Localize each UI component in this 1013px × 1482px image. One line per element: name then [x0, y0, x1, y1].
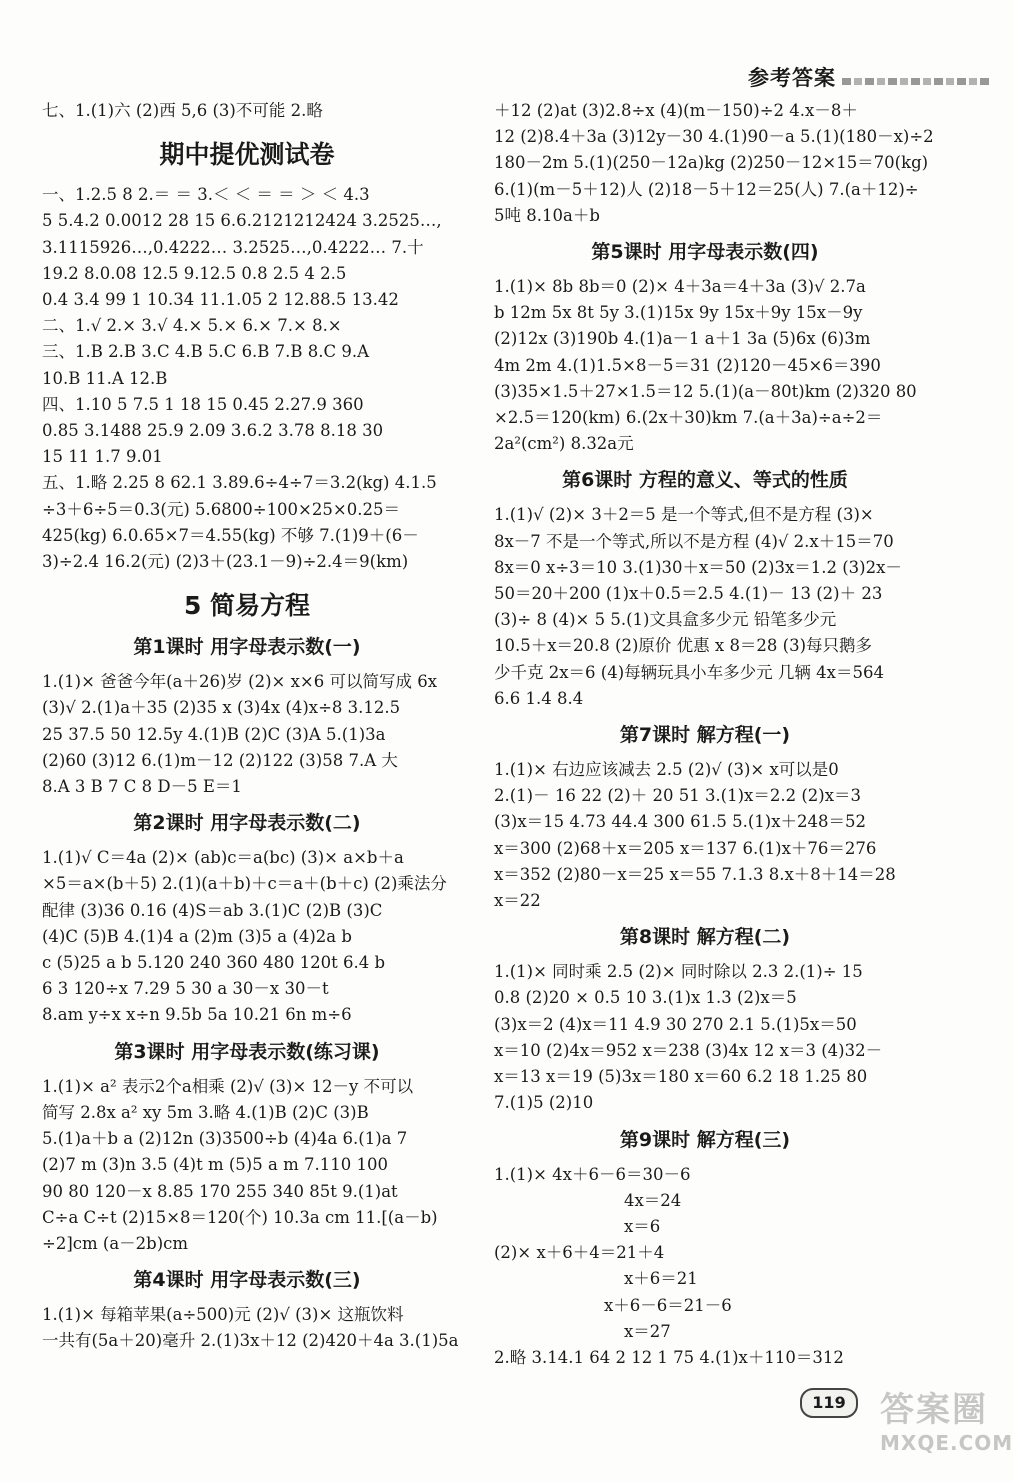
lesson-heading: 第4课时 用字母表示数(三) — [133, 1269, 361, 1292]
lesson-heading: 第9课时 解方程(三) — [619, 1128, 791, 1151]
chapter-title: 5 简易方程 — [183, 591, 311, 621]
answer-line: (3)35×1.5＋27×1.5＝12 5.(1)(a－80t)km (2)320 80 — [494, 381, 917, 401]
answer-line: (2)× x＋6＋4＝21＋4 — [494, 1243, 665, 1263]
answer-line: (2)7 m (3)n 3.5 (4)t m (5)5 a m 7.110 100 — [42, 1155, 388, 1175]
answer-line: (4)C (5)B 4.(1)4 a (2)m (3)5 a (4)2a b — [42, 926, 352, 946]
lesson-heading: 第1课时 用字母表示数(一) — [133, 636, 361, 659]
answer-line: 180－2m 5.(1)(250－12a)kg (2)250－12×15＝70(kg) — [494, 153, 929, 173]
watermark-url: MXQE.COM — [880, 1431, 1013, 1455]
answer-line: x＋6－6＝21－6 — [604, 1295, 732, 1315]
answer-line: 4m 2m 4.(1)1.5×8－5＝31 (2)120－45×6＝390 — [494, 355, 881, 375]
answer-line: 4x＝24 — [624, 1190, 682, 1210]
answer-line: ×5＝a×(b＋5) 2.(1)(a＋b)＋c＝a＋(b＋c) (2)乘法分 — [42, 874, 447, 894]
answer-line: 6 3 120÷x 7.29 5 30 a 30－x 30－t — [42, 979, 329, 999]
answer-line: 3.1115926…,0.4222… 3.2525…,0.4222… 7.十 — [42, 237, 424, 257]
answer-line: 1.(1)√ C＝4a (2)× (ab)c＝a(bc) (3)× a×b＋a — [42, 848, 404, 868]
answer-line: c (5)25 a b 5.120 240 360 480 120t 6.4 b — [42, 953, 386, 973]
answer-line: x＝352 (2)80－x＝25 x＝55 7.1.3 8.x＋8＋14＝28 — [494, 864, 896, 884]
lesson-heading: 第5课时 用字母表示数(四) — [591, 241, 819, 264]
answer-line: 25 37.5 50 12.5y 4.(1)B (2)C (3)A 5.(1)3a — [42, 724, 386, 744]
answer-line: 12 (2)8.4＋3a (3)12y－30 4.(1)90－a 5.(1)(180－x)÷2 — [494, 127, 934, 147]
answer-line: 8.am y÷x x÷n 9.5b 5a 10.21 6n m÷6 — [42, 1005, 352, 1025]
answer-line: C÷a C÷t (2)15×8＝120(个) 10.3a cm 11.[(a－b) — [42, 1207, 438, 1227]
answer-line: 七、1.(1)六 (2)西 5,6 (3)不可能 2.略 — [42, 101, 323, 120]
answer-line: 1.(1)× a² 表示2个a相乘 (2)√ (3)× 12－y 不可以 — [42, 1076, 414, 1096]
answer-line: 四、1.10 5 7.5 1 18 15 0.45 2.27.9 360 — [42, 394, 364, 414]
answer-line: x＝22 — [494, 891, 541, 911]
page-number-badge: 119 — [800, 1388, 858, 1418]
answer-line: 6.6 1.4 8.4 — [494, 688, 584, 708]
answer-line: 1.(1)√ (2)× 3＋2＝5 是一个等式,但不是方程 (3)× — [494, 505, 874, 525]
answer-line: 8.A 3 B 7 C 8 D－5 E＝1 — [42, 777, 242, 797]
answer-line: 1.(1)× 4x＋6－6＝30－6 — [494, 1164, 691, 1184]
answer-line: 5.(1)a＋b a (2)12n (3)3500÷b (4)4a 6.(1)a 7 — [42, 1129, 408, 1149]
right-column — [494, 98, 934, 1402]
answer-line: 15 11 1.7 9.01 — [42, 447, 163, 467]
answer-line: 1.(1)× 右边应该减去 2.5 (2)√ (3)× x可以是0 — [494, 760, 839, 780]
header-decorative-rule — [842, 78, 992, 85]
answer-line: x＝10 (2)4x＝952 x＝238 (3)4x 12 x＝3 (4)32－ — [494, 1040, 883, 1060]
answer-line: 3)÷2.4 16.2(元) (2)3＋(23.1－9)÷2.4＝9(km) — [42, 552, 409, 572]
watermark-text: 答案圈 — [880, 1390, 988, 1430]
lesson-heading: 第2课时 用字母表示数(二) — [133, 812, 361, 835]
answer-line: 二、1.√ 2.× 3.√ 4.× 5.× 6.× 7.× 8.× — [42, 316, 342, 336]
watermark-logo — [880, 1390, 1013, 1468]
answer-line: 配律 (3)36 0.16 (4)S＝ab 3.(1)C (2)B (3)C — [42, 900, 383, 920]
answer-line: 5 5.4.2 0.0012 28 15 6.6.2121212424 3.2525…, — [42, 211, 442, 231]
answer-line: x＝6 — [624, 1216, 661, 1236]
left-column — [42, 98, 459, 1402]
answer-line: 1.(1)× 同时乘 2.5 (2)× 同时除以 2.3 2.(1)÷ 15 — [494, 962, 863, 982]
answer-line: 5吨 8.10a＋b — [494, 205, 600, 225]
answer-line: 2a²(cm²) 8.32a元 — [494, 434, 634, 454]
answer-line: 8x＝0 x÷3＝10 3.(1)30＋x＝50 (2)3x＝1.2 (3)2x－ — [494, 557, 902, 577]
answer-line: (2)60 (3)12 6.(1)m－12 (2)122 (3)58 7.A 大 — [42, 750, 398, 770]
answer-line: ÷3＋6÷5＝0.3(元) 5.6800÷100×25×0.25＝ — [42, 499, 400, 519]
answer-line: b 12m 5x 8t 5y 3.(1)15x 9y 15x＋9y 15x－9y — [494, 303, 863, 323]
answer-line: 0.85 3.1488 25.9 2.09 3.6.2 3.78 8.18 30 — [42, 421, 384, 441]
answer-line: (2)12x (3)190b 4.(1)a－1 a＋1 3a (5)6x (6)3m — [494, 329, 871, 349]
answer-line: ÷2]cm (a－2b)cm — [42, 1233, 189, 1253]
lesson-heading: 第3课时 用字母表示数(练习课) — [114, 1040, 380, 1063]
answer-line: 10.5＋x＝20.8 (2)原价 优惠 x 8＝28 (3)每只鹅多 — [494, 636, 873, 656]
answer-line: 一、1.2.5 8 2.＝ ＝ 3.＜ ＜ ＝ ＝ ＞ ＜ 4.3 — [42, 185, 370, 205]
answer-line: 三、1.B 2.B 3.C 4.B 5.C 6.B 7.B 8.C 9.A — [42, 342, 370, 362]
answer-line: 425(kg) 6.0.65×7＝4.55(kg) 不够 7.(1)9＋(6－ — [42, 525, 419, 545]
lesson-heading: 第7课时 解方程(一) — [619, 724, 791, 747]
answer-line: x＝13 x＝19 (5)3x＝180 x＝60 6.2 18 1.25 80 — [494, 1067, 868, 1087]
answer-line: 1.(1)× 每箱苹果(a÷500)元 (2)√ (3)× 这瓶饮料 — [42, 1305, 404, 1325]
answer-line: 0.8 (2)20 × 0.5 10 3.(1)x 1.3 (2)x＝5 — [494, 988, 797, 1008]
section-header-label: 参考答案 — [748, 66, 836, 90]
answer-line: 1.(1)× 8b 8b＝0 (2)× 4＋3a＝4＋3a (3)√ 2.7a — [494, 277, 866, 297]
answer-line: 少千克 2x＝6 (4)每辆玩具小车多少元 几辆 4x＝564 — [494, 662, 884, 682]
lesson-heading: 第6课时 方程的意义、等式的性质 — [562, 469, 848, 492]
answer-line: 五、1.略 2.25 8 62.1 3.89.6÷4÷7＝3.2(kg) 4.1.5 — [42, 473, 437, 493]
answer-line: ＋12 (2)at (3)2.8÷x (4)(m－150)÷2 4.x－8＋ — [494, 101, 858, 120]
chapter-title: 期中提优测试卷 — [159, 140, 335, 170]
answer-line: x＋6＝21 — [624, 1269, 698, 1289]
lesson-heading: 第8课时 解方程(二) — [619, 926, 791, 949]
answer-line: 50＝20＋200 (1)x＋0.5＝2.5 4.(1)－ 13 (2)＋ 23 — [494, 584, 883, 604]
answer-line: 简写 2.8x a² xy 5m 3.略 4.(1)B (2)C (3)B — [42, 1102, 369, 1122]
answer-line: (3)x＝2 (4)x＝11 4.9 30 270 2.1 5.(1)5x＝50 — [494, 1014, 857, 1034]
answer-line: 7.(1)5 (2)10 — [494, 1093, 594, 1113]
answer-line: 19.2 8.0.08 12.5 9.12.5 0.8 2.5 4 2.5 — [42, 263, 347, 283]
answer-line: 一共有(5a＋20)毫升 2.(1)3x＋12 (2)420＋4a 3.(1)5a — [42, 1331, 459, 1351]
answer-line: 90 80 120－x 8.85 170 255 340 85t 9.(1)at — [42, 1181, 398, 1201]
answer-line: 0.4 3.4 99 1 10.34 11.1.05 2 12.88.5 13.42 — [42, 290, 399, 310]
answer-line: 6.(1)(m－5＋12)人 (2)18－5＋12＝25(人) 7.(a＋12)÷ — [494, 179, 919, 199]
answer-line: (3)÷ 8 (4)× 5 5.(1)文具盒多少元 铅笔多少元 — [494, 610, 837, 630]
answer-line: x＝27 — [624, 1321, 671, 1341]
answer-line: x＝300 (2)68＋x＝205 x＝137 6.(1)x＋76＝276 — [494, 838, 877, 858]
answer-line: 8x－7 不是一个等式,所以不是方程 (4)√ 2.x＋15＝70 — [494, 531, 894, 551]
answer-line: (3)x＝15 4.73 44.4 300 61.5 5.(1)x＋248＝52 — [494, 812, 867, 832]
answer-line: (3)√ 2.(1)a＋35 (2)35 x (3)4x (4)x÷8 3.12.5 — [42, 698, 401, 718]
answer-line: 1.(1)× 爸爸今年(a＋26)岁 (2)× x×6 可以简写成 6x — [42, 672, 438, 692]
answer-line: 2.(1)－ 16 22 (2)＋ 20 51 3.(1)x＝2.2 (2)x＝3 — [494, 786, 862, 806]
answer-line: ×2.5＝120(km) 6.(2x＋30)km 7.(a＋3a)÷a÷2＝ — [494, 408, 883, 428]
answer-line: 10.B 11.A 12.B — [42, 368, 168, 388]
answer-line: 2.略 3.14.1 64 2 12 1 75 4.(1)x＋110＝312 — [494, 1347, 844, 1367]
